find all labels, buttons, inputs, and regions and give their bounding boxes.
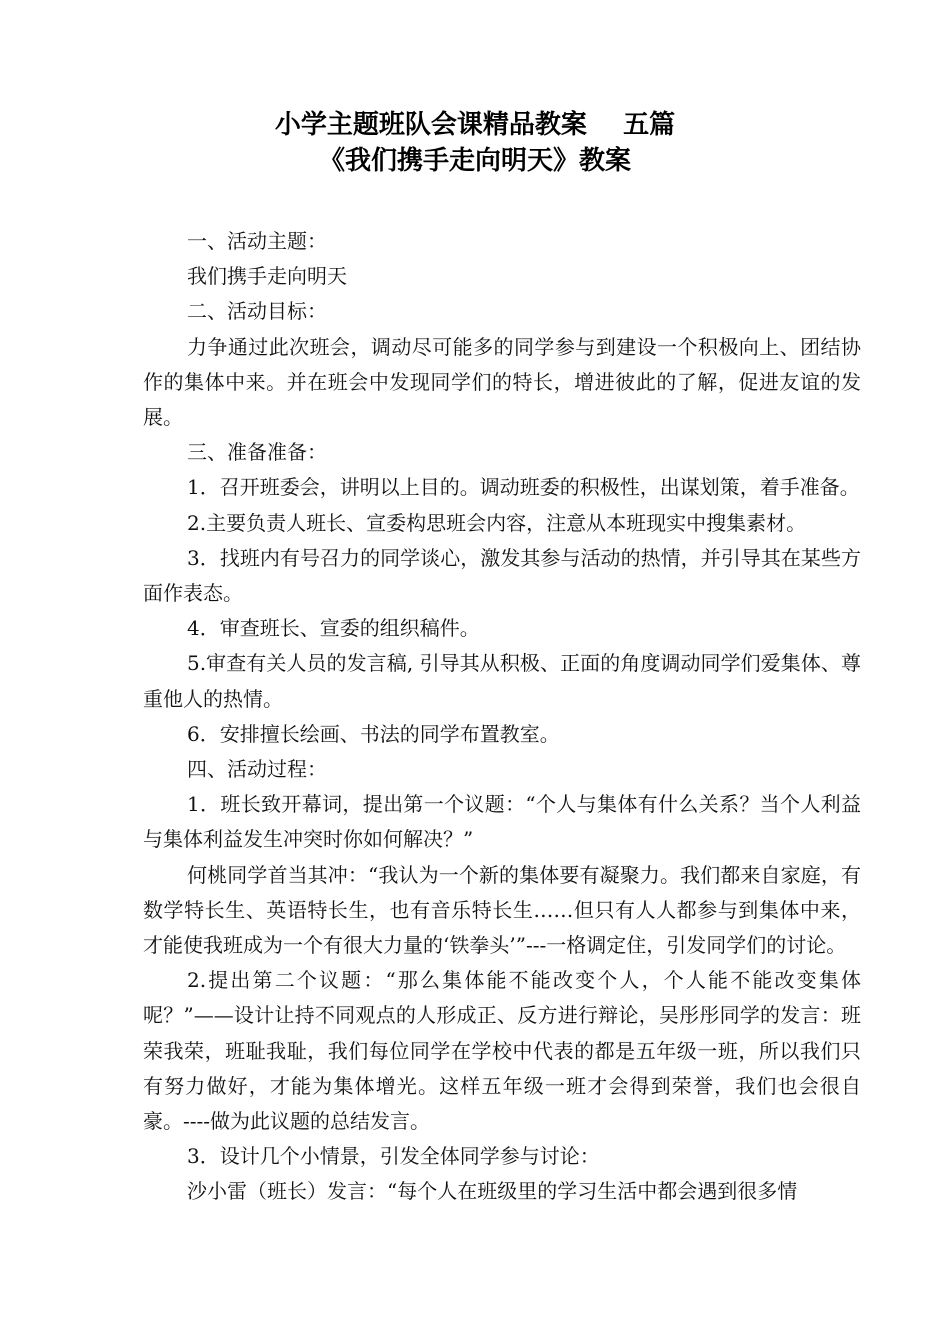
paragraph: 我们携手走向明天 xyxy=(187,264,347,289)
section-heading: 二、活动目标： xyxy=(187,299,327,324)
lesson-title: 《我们携手走向明天》教案 xyxy=(318,146,631,176)
list-item: 4．审查班长、宣委的组织稿件。 xyxy=(187,616,480,641)
list-item: 6．安排擅长绘画、书法的同学布置教室。 xyxy=(187,721,560,746)
section-heading: 四、活动过程： xyxy=(187,757,327,782)
paragraph: 沙小雷（班长）发言：“每个人在班级里的学习生活中都会遇到很多情 xyxy=(187,1179,798,1204)
list-item: 3．设计几个小情景，引发全体同学参与讨论： xyxy=(187,1144,600,1169)
document-title: 小学主题班队会课精品教案 五篇 xyxy=(274,110,676,140)
document-body xyxy=(143,224,861,1210)
list-item: 5.审查有关人员的发言稿, 引导其从积极、正面的角度调动同学们爱集体、尊重他人的热情。 xyxy=(143,651,861,711)
list-item: 2.提出第二个议题：“那么集体能不能改变个人，个人能不能改变集体呢？”——设计让持不同观点的人形成正、反方进行辩论，吴彤彤同学的发言：班荣我荣，班耻我耻，我们每位同学在学校中代表的都是五年级一班，所以我们只有努力做好，才能为集体增光。这样五年级一班才会得到荣誉，我们也会很自豪。----做为此议题的总结发言。 xyxy=(143,968,861,1134)
list-item: 1．班长致开幕词，提出第一个议题：“个人与集体有什么关系？当个人利益与集体利益发生冲突时你如何解决？” xyxy=(143,792,861,852)
section-heading: 一、活动主题： xyxy=(187,229,327,253)
section-heading: 三、准备准备： xyxy=(187,440,327,465)
list-item: 2.主要负责人班长、宣委构思班会内容，注意从本班现实中搜集素材。 xyxy=(187,510,807,535)
paragraph: 何桃同学首当其冲：“我认为一个新的集体要有凝聚力。我们都来自家庭，有数学特长生、英语特长生，也有音乐特长生……但只有人人都参与到集体中来，才能使我班成为一个有很大力量的‘铁拳头’”---一格调定住，引发同学们的讨论。 xyxy=(143,862,861,958)
list-item: 3．找班内有号召力的同学谈心，激发其参与活动的热情，并引导其在某些方面作表态。 xyxy=(143,545,861,606)
list-item: 1．召开班委会，讲明以上目的。调动班委的积极性，出谋划策，着手准备。 xyxy=(187,475,860,500)
paragraph: 力争通过此次班会，调动尽可能多的同学参与到建设一个积极向上、团结协作的集体中来。并在班会中发现同学们的特长，增进彼此的了解，促进友谊的发展。 xyxy=(143,334,861,430)
